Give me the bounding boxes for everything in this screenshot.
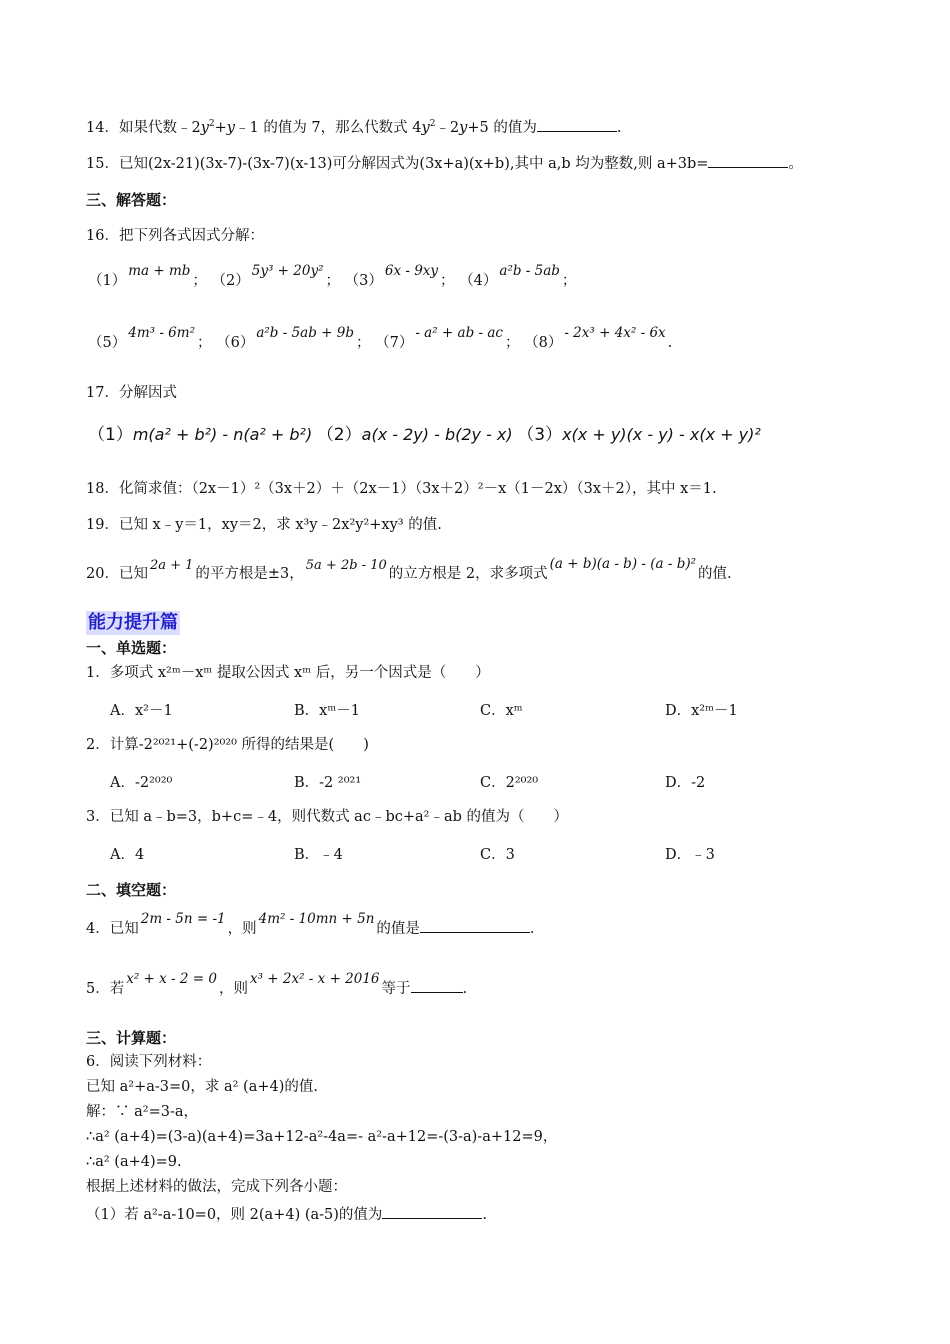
question-14: 14．如果代数$﹣2y^2+y﹣1$ 的值为 7，那么代数式 $4y^2﹣2y+5$ 的值为 .: [86, 119, 622, 136]
option-a[interactable]: A．-2²⁰²⁰: [110, 775, 173, 791]
option-a[interactable]: A．4: [110, 847, 145, 863]
section-heading: 二、填空题：: [86, 881, 177, 899]
question-15: 15．已知(2x-21)(3x-7)-(3x-7)(x-13)可分解因式为(3x+a)(x+b),其中 a,b 均为整数,则 a+3b= 。: [86, 153, 803, 174]
problem-3: 3．已知 a﹣b=3，b+c=﹣4，则代数式 ac﹣bc+a²﹣ab 的值为（ ）: [86, 809, 568, 825]
q16-row-1: （1）ma + mb； （2）5y³ + 20y²； （3）6x - 9xy； （4）a²b - 5ab；: [88, 263, 577, 289]
material-line: 解：∵ a²=3-a，: [86, 1104, 198, 1120]
q17-row: （1）m(a² + b²) - n(a² + b²) （2）a(x - 2y) - b(2y - x) （3）x(x + y)(x - y) - x(x + y)²: [88, 425, 761, 445]
problem-6: 6．阅读下列材料：: [86, 1054, 212, 1070]
answer-blank[interactable]: [411, 978, 463, 993]
question-number: 14．: [86, 120, 119, 136]
answer-blank[interactable]: [537, 117, 617, 132]
sub-question-1: （1）若 a²-a-10=0，则 2(a+4) (a-5)的值为 .: [86, 1204, 487, 1225]
section-heading: 三、解答题：: [86, 191, 177, 209]
answer-blank[interactable]: [382, 1204, 482, 1219]
q16-row-2: （5）4m³ - 6m²； （6）a²b - 5ab + 9b； （7）- a² + ab - ac； （8）- 2x³ + 4x² - 6x.: [88, 325, 673, 351]
question-17: 17．分解因式: [86, 385, 177, 401]
problem-1: 1．多项式 x²ᵐ－xᵐ 提取公因式 xᵐ 后，另一个因式是（ ）: [86, 665, 490, 681]
option-a[interactable]: A．x²－1: [110, 703, 173, 719]
answer-blank[interactable]: [420, 918, 530, 933]
section-heading: 三、计算题：: [86, 1029, 177, 1047]
question-18: 18．化简求值：（2x－1）²（3x＋2）＋（2x－1）（3x＋2）²－x（1－2x）（3x＋2），其中 x＝1.: [86, 481, 717, 497]
question-16: 16．把下列各式因式分解：: [86, 228, 264, 244]
material-line: ∴a² (a+4)=9.: [86, 1154, 182, 1170]
problem-5: 5．若x² + x - 2 = 0，则x³ + 2x² - x + 2016等于 .: [86, 971, 468, 997]
option-c[interactable]: C．2²⁰²⁰: [480, 775, 539, 791]
option-d[interactable]: D．﹣3: [665, 847, 715, 863]
question-20: 20．已知2a + 1的平方根是±3，5a + 2b - 10的立方根是 2，求多项式(a + b)(a - b) - (a - b)²的值.: [86, 556, 732, 582]
option-c[interactable]: C．xᵐ: [480, 703, 523, 719]
option-c[interactable]: C．3: [480, 847, 515, 863]
material-line: 已知 a²+a-3=0，求 a² (a+4)的值.: [86, 1079, 318, 1095]
option-b[interactable]: B．xᵐ－1: [294, 703, 360, 719]
problem-4: 4．已知2m - 5n = -1，则4m² - 10mn + 5n的值是 .: [86, 911, 535, 937]
option-b[interactable]: B．﹣4: [294, 847, 343, 863]
problem-2: 2．计算-2²⁰²¹+(-2)²⁰²⁰ 所得的结果是( ): [86, 737, 369, 753]
ability-section-title: 能力提升篇: [88, 612, 178, 633]
section-heading: 一、单选题：: [86, 639, 177, 657]
option-d[interactable]: D．-2: [665, 775, 706, 791]
material-line: ∴a² (a+4)=(3-a)(a+4)=3a+12-a²-4a=- a²-a+12=-(3-a)-a+12=9，: [86, 1129, 558, 1145]
question-19: 19．已知 x﹣y＝1，xy＝2，求 x³y﹣2x²y²+xy³ 的值.: [86, 517, 442, 533]
option-b[interactable]: B．-2 ²⁰²¹: [294, 775, 362, 791]
option-d[interactable]: D．x²ᵐ－1: [665, 703, 738, 719]
answer-blank[interactable]: [708, 153, 788, 168]
material-line: 根据上述材料的做法，完成下列各小题：: [86, 1179, 347, 1195]
